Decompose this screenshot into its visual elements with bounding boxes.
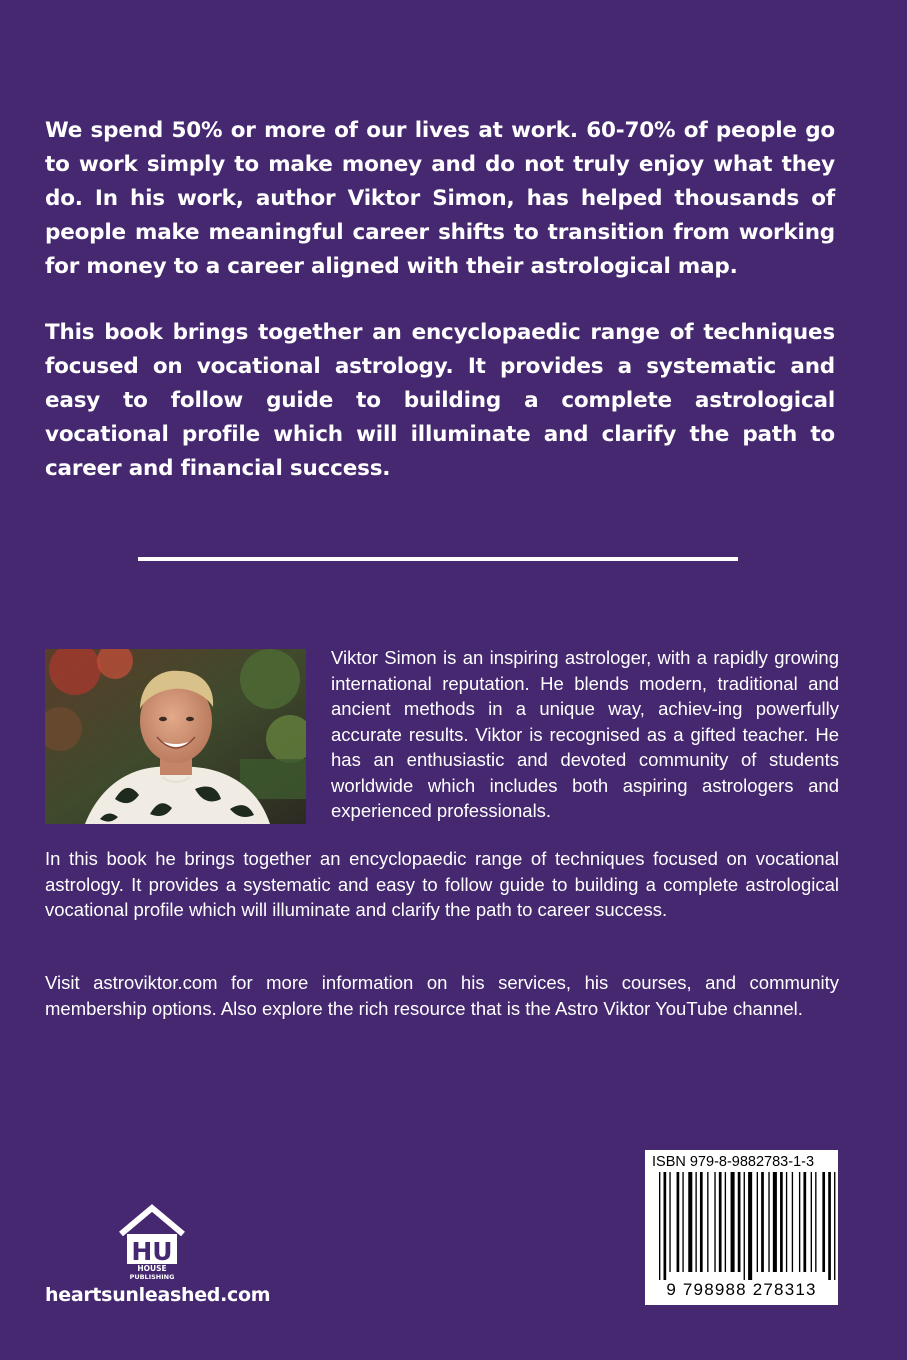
barcode-bar: [714, 1172, 715, 1272]
barcode-bars: [645, 1172, 838, 1280]
barcode-bar: [677, 1172, 680, 1272]
barcode-bar: [700, 1172, 703, 1272]
barcode-bar: [725, 1172, 726, 1272]
barcode-digits: 9 798988 278313: [666, 1280, 817, 1299]
barcode-bar: [761, 1172, 764, 1272]
barcode-bar: [719, 1172, 722, 1272]
barcode-bar: [822, 1172, 825, 1272]
barcode-bar: [664, 1172, 667, 1280]
barcode-bar: [811, 1172, 812, 1272]
author-bio-paragraph: Viktor Simon is an inspiring astrologer, with a rapidly growing international reputation. He blends modern, traditional and ancient methods in a unique way, achiev-ing powerfully accurate results. Viktor is recognised as a gifted teacher. He has an enthusiastic and devoted community of students worldwide which includes both aspiring astrologers and experienced professionals.: [331, 647, 839, 821]
publisher-logo: [117, 1204, 187, 1280]
barcode-bar: [803, 1172, 806, 1272]
barcode-bar: [688, 1172, 692, 1272]
logo-letters: HU: [131, 1237, 173, 1266]
barcode-bar: [773, 1172, 777, 1272]
barcode-bar: [682, 1172, 683, 1272]
barcode-bar: [799, 1172, 800, 1272]
author-photo: [45, 649, 306, 824]
barcode-bar: [669, 1172, 670, 1272]
barcode-bar: [757, 1172, 758, 1272]
barcode-bar: [695, 1172, 696, 1272]
barcode-bar: [731, 1172, 735, 1272]
barcode-bar: [744, 1172, 745, 1280]
website-info-paragraph: Visit astroviktor.com for more information on his services, his courses, and community membership options. Also explore the rich resource that is the Astro Viktor YouTube channel.: [45, 972, 839, 1019]
blurb-paragraph-2: This book brings together an encyclopaedic range of techniques focused on vocational astrology. It provides a systematic and easy to follow guide to building a complete astrological vocational profile which will illuminate and clarify the path to career and financial success.: [45, 320, 835, 481]
blurb-paragraph-1: We spend 50% or more of our lives at work. 60-70% of people go to work simply to make money and do not truly enjoy what they do. In his work, author Viktor Simon, has helped thousands of people make meaningful career shifts to transition from working for money to a career aligned with their astrological map.: [45, 118, 835, 279]
barcode-bar: [768, 1172, 769, 1272]
barcode-bar: [815, 1172, 816, 1272]
barcode-bar: [659, 1172, 660, 1280]
barcode-bar: [792, 1172, 793, 1272]
barcode-bar: [748, 1172, 752, 1280]
barcode-bar: [707, 1172, 708, 1272]
book-summary-paragraph: In this book he brings together an encyclopaedic range of techniques focused on vocational astrology. It provides a systematic and easy to follow guide to building a complete astrological vocational profile which will illuminate and clarify the path to career success.: [45, 848, 839, 920]
logo-publishing-text: PUBLISHING: [129, 1273, 175, 1280]
isbn-label: ISBN 979-8-9882783-1-3: [652, 1154, 815, 1170]
barcode-bar: [834, 1172, 835, 1280]
barcode-bar: [780, 1172, 783, 1272]
barcode-bar: [738, 1172, 741, 1272]
barcode-bar: [828, 1172, 831, 1280]
isbn-barcode: [645, 1150, 838, 1305]
publisher-url: heartsunleashed.com: [45, 1284, 271, 1306]
house-icon: [117, 1204, 187, 1280]
barcode-bar: [786, 1172, 787, 1272]
section-divider: [138, 557, 738, 561]
logo-house-text: HOUSE: [137, 1264, 167, 1273]
